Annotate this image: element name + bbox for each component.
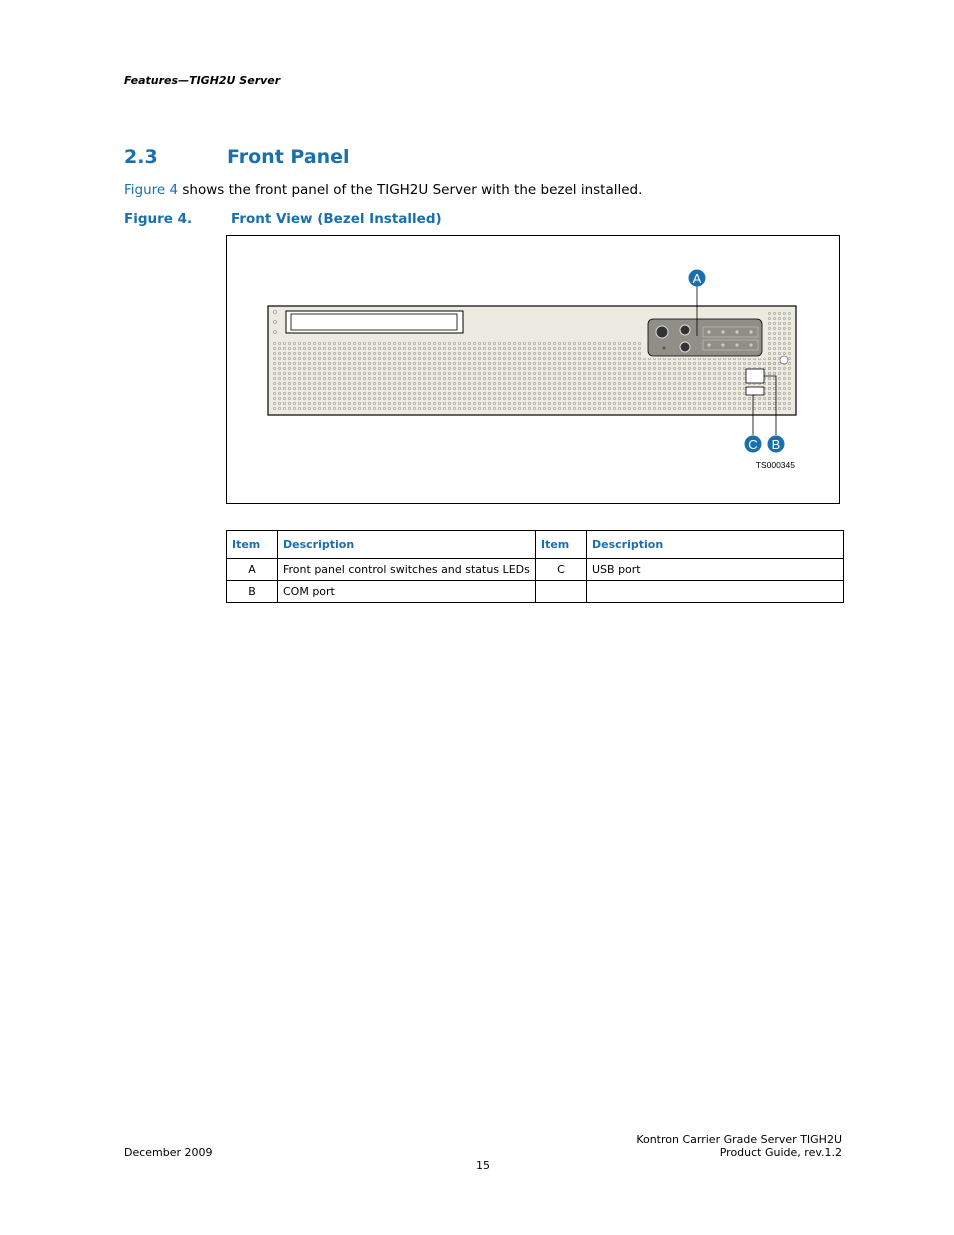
section-title: Front Panel bbox=[227, 146, 350, 168]
callout-b-label: B bbox=[771, 437, 781, 452]
footer-date: December 2009 bbox=[124, 1146, 213, 1159]
table-cell: USB port bbox=[587, 559, 844, 581]
table-header-row bbox=[227, 531, 844, 559]
item-table bbox=[226, 530, 844, 603]
table-cell: COM port bbox=[278, 581, 536, 603]
column-header-description: Description bbox=[587, 531, 844, 559]
table-cell bbox=[587, 581, 844, 603]
running-header: Features—TIGH2U Server bbox=[124, 74, 281, 87]
figure-frame bbox=[226, 235, 840, 504]
intro-paragraph bbox=[124, 182, 642, 198]
usb-port bbox=[746, 387, 764, 395]
table-cell: A bbox=[227, 559, 278, 581]
figure-link[interactable]: Figure 4 bbox=[124, 182, 179, 198]
vent-grille-left bbox=[271, 340, 643, 412]
figure-id: TS000345 bbox=[755, 460, 795, 470]
section-number: 2.3 bbox=[124, 146, 158, 168]
table-row bbox=[227, 581, 844, 603]
footer-doc-title bbox=[636, 1133, 842, 1159]
reset-button bbox=[680, 325, 690, 335]
front-panel-illustration bbox=[227, 236, 841, 505]
table-cell: C bbox=[536, 559, 587, 581]
vent-grille-right bbox=[643, 358, 777, 412]
footer-doc-line2: Product Guide, rev.1.2 bbox=[719, 1146, 842, 1159]
table-cell: Front panel control switches and status LEDs bbox=[278, 559, 536, 581]
figure-title: Front View (Bezel Installed) bbox=[231, 211, 442, 227]
figure-label: Figure 4. bbox=[124, 211, 193, 227]
column-header-item: Item bbox=[536, 531, 587, 559]
callout-c-label: C bbox=[748, 437, 758, 452]
column-header-item: Item bbox=[227, 531, 278, 559]
footer-doc-line1: Kontron Carrier Grade Server TIGH2U bbox=[636, 1133, 842, 1146]
page-number: 15 bbox=[476, 1159, 490, 1172]
table-cell bbox=[536, 581, 587, 603]
table-row bbox=[227, 559, 844, 581]
power-button bbox=[656, 326, 668, 338]
column-header-description: Description bbox=[278, 531, 536, 559]
callout-a-label: A bbox=[692, 271, 702, 286]
intro-text: shows the front panel of the TIGH2U Server with the bezel installed. bbox=[178, 182, 643, 198]
nmi-button bbox=[680, 342, 690, 352]
com-port bbox=[746, 369, 764, 383]
table-cell: B bbox=[227, 581, 278, 603]
